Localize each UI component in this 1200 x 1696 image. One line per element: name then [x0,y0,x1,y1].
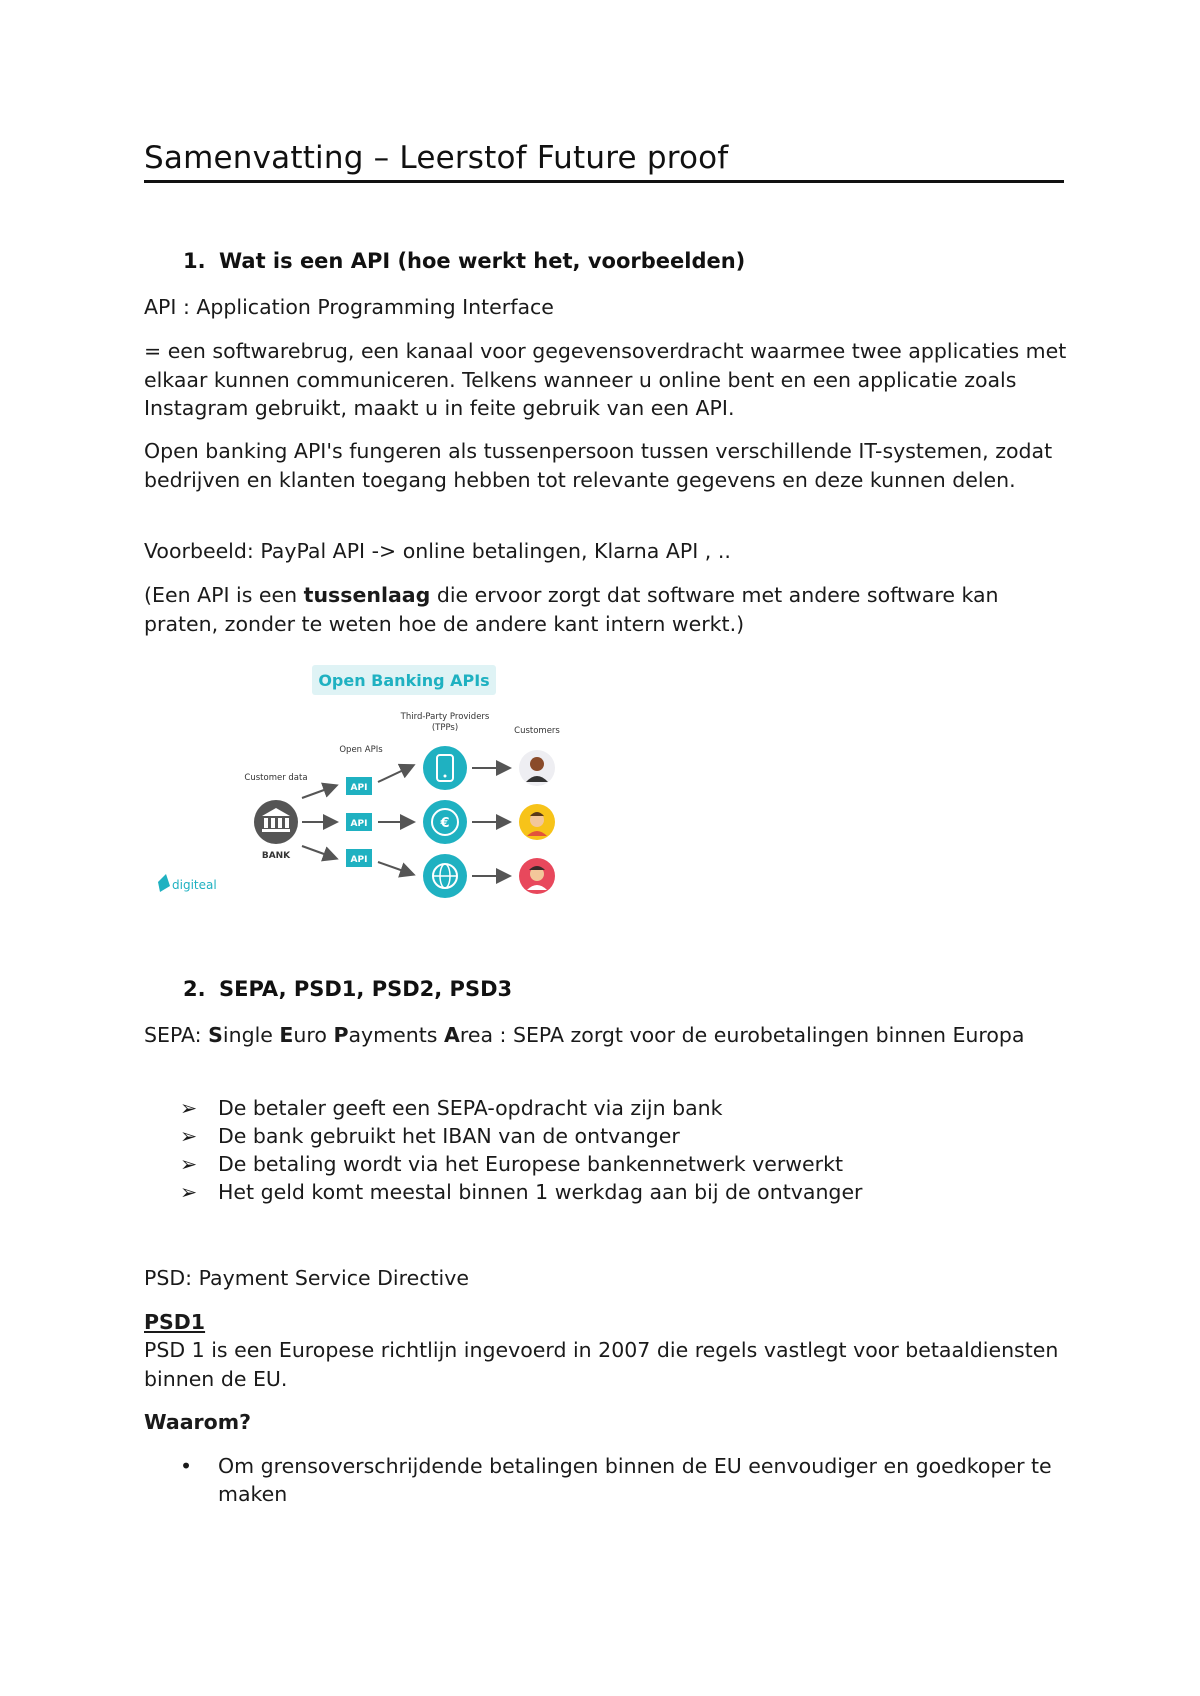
api-example: Voorbeeld: PayPal API -> online betalingen, Klarna API , .. [144,539,731,563]
list-item [180,1094,1060,1122]
customers-label: Customers [514,726,560,736]
list-item-text: Om grensoverschrijdende betalingen binnen de EU eenvoudiger en goedkoper te maken [218,1454,1052,1506]
open-apis-label: Open APIs [339,745,383,755]
api-summary-paragraph [144,581,1074,638]
sepa-word-euro: uro [293,1023,334,1047]
summary-text-start: (Een API is een [144,583,304,607]
waarom-heading: Waarom? [144,1410,251,1434]
open-banking-paragraph: Open banking API's fungeren als tussenpersoon tussen verschillende IT-systemen, zodat bedrijven en klanten toegang hebben tot relevante gegevens en deze kunnen delen. [144,439,1053,492]
svg-text:€: € [440,816,450,831]
sepa-steps-list [180,1094,1060,1206]
psd1-description: PSD 1 is een Europese richtlijn ingevoerd in 2007 die regels vastlegt voor betaaldiensten binnen de EU. [144,1338,1059,1391]
customer-avatar-1 [519,750,555,786]
list-item [180,1150,1060,1178]
sepa-letter-s: S [208,1023,223,1047]
list-item [180,1178,1060,1206]
section-2-number: 2. [183,977,206,1001]
tpp-label-line2: (TPPs) [431,723,459,733]
bank-label: BANK [261,851,291,861]
psd1-heading: PSD1 [144,1310,206,1334]
open-banking-diagram [150,660,570,910]
customer-avatar-3 [519,858,555,894]
sepa-word-single: ingle [222,1023,280,1047]
sepa-prefix: SEPA: [144,1023,209,1047]
psd-definition: PSD: Payment Service Directive [144,1266,469,1290]
summary-text-end: die ervoor zorgt dat software met andere software kan praten, zonder te weten hoe de andere kant intern werkt.) [144,583,999,636]
tpp-label-line1: Third-Party Providers [400,712,490,722]
customer-avatar-2 [519,804,555,840]
list-item-text: De bank gebruikt het IBAN van de ontvanger [218,1124,680,1148]
sepa-word-area: rea [459,1023,494,1047]
digiteal-logo [158,874,217,892]
section-1-title: Wat is een API (hoe werkt het, voorbeelden) [219,249,746,273]
api-definition: API : Application Programming Interface [144,295,554,319]
figure-title: Open Banking APIs [318,671,490,690]
list-item [180,1122,1060,1150]
api-box-2-label: API [350,819,368,829]
bank-icon [254,800,298,844]
summary-bold-term: tussenlaag [303,583,431,607]
list-item-text: Het geld komt meestal binnen 1 werkdag aan bij de ontvanger [218,1180,863,1204]
list-item-text: De betaler geeft een SEPA-opdracht via zijn bank [218,1096,723,1120]
arrow-bullet-icon: ➢ [180,1124,198,1148]
logo-text: digiteal [172,878,217,892]
sepa-letter-p: P [333,1023,349,1047]
sepa-suffix: : SEPA zorgt voor de eurobetalingen binnen Europa [493,1023,1025,1047]
arrow-bullet-icon: ➢ [180,1180,198,1204]
sepa-definition [144,1021,1074,1050]
page-title: Samenvatting – Leerstof Future proof [144,140,1064,183]
arrow-bullet-icon: ➢ [180,1096,198,1120]
sepa-word-payments: ayments [348,1023,444,1047]
api-box-1-label: API [350,783,368,793]
section-2-heading [183,977,512,1001]
list-item-text: De betaling wordt via het Europese bankennetwerk verwerkt [218,1152,843,1176]
section-2-title: SEPA, PSD1, PSD2, PSD3 [219,977,513,1001]
bullet-dot-icon: • [180,1454,193,1478]
customer-data-label: Customer data [244,773,308,783]
sepa-letter-e: E [279,1023,294,1047]
open-banking-figure [150,660,570,910]
api-box-3-label: API [350,855,368,865]
arrow-bullet-icon: ➢ [180,1152,198,1176]
tpp-globe-icon [423,854,467,898]
section-1-number: 1. [183,249,206,273]
api-description: = een softwarebrug, een kanaal voor gegevensoverdracht waarmee twee applicaties met elkaar kunnen communiceren. Telkens wanneer u online bent en een applicatie zoals Instagram gebruikt, maakt u in feite gebruik van een API. [144,339,1067,420]
sepa-letter-a: A [444,1023,460,1047]
tpp-euro-icon [423,800,467,844]
section-1-heading [183,249,745,273]
list-item [180,1452,1060,1508]
waarom-list [180,1452,1060,1508]
tpp-mobile-icon [423,746,467,790]
